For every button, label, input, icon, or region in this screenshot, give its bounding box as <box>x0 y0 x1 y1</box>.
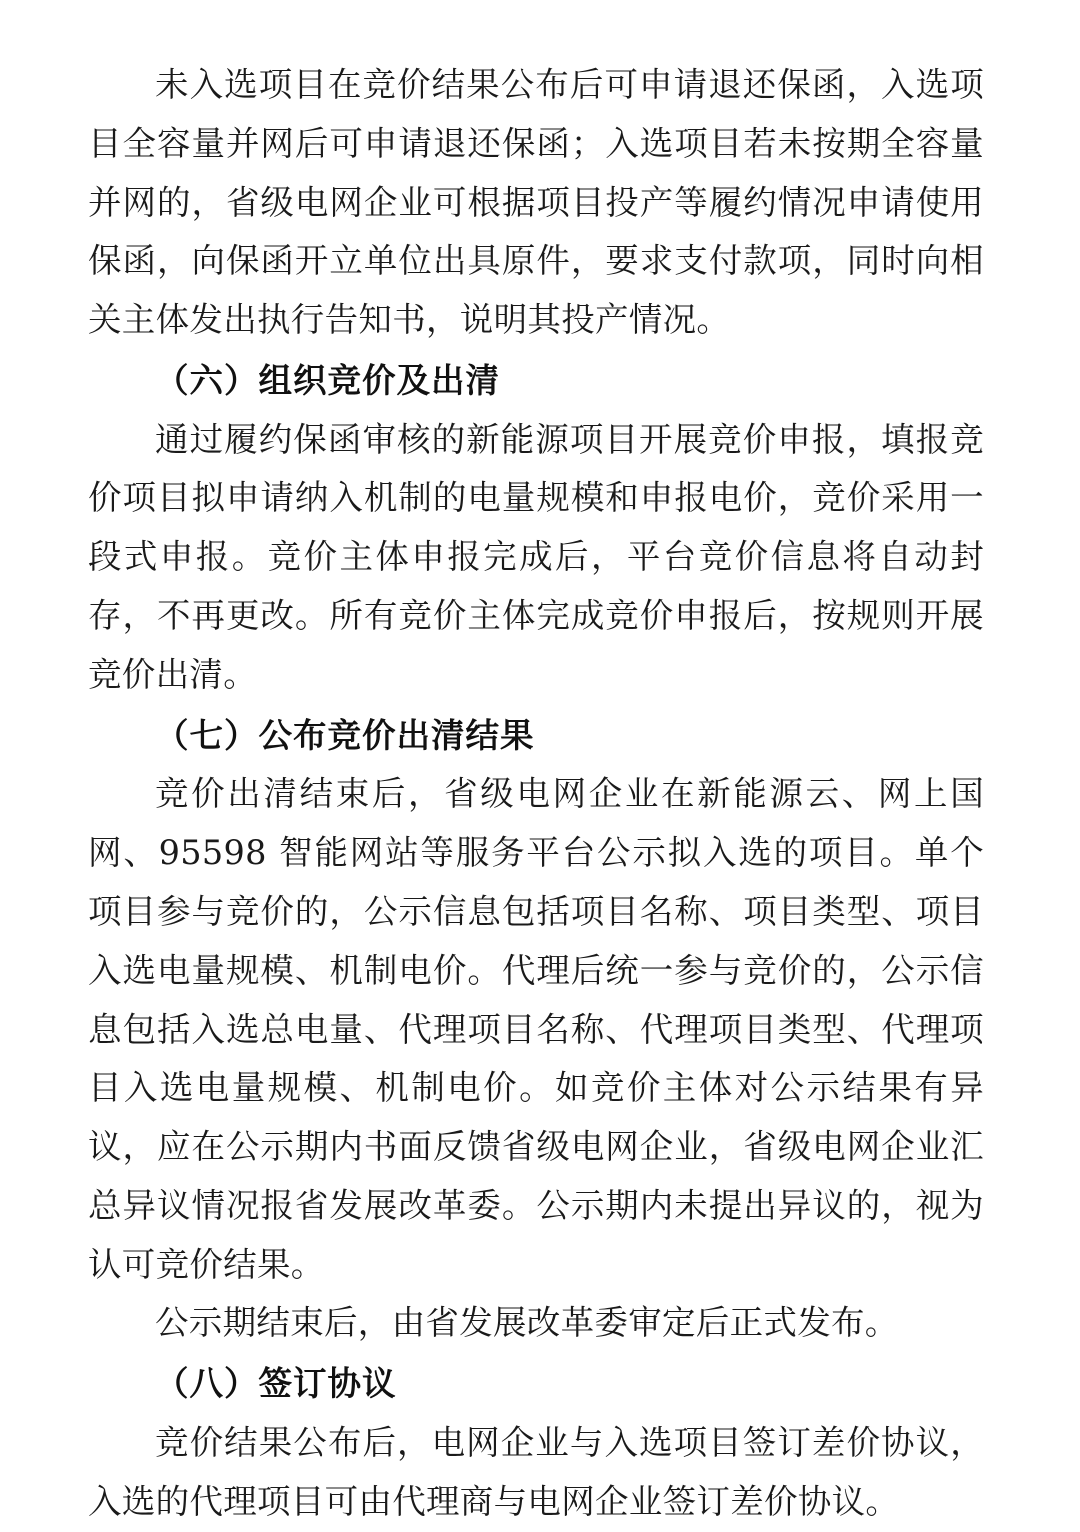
paragraph-guarantee: 未入选项目在竞价结果公布后可申请退还保函，入选项目全容量并网后可申请退还保函；入选项目若未按期全容量并网的，省级电网企业可根据项目投产等履约情况申请使用保函，向保函开立单位出具原件，要求支付款项，同时向相关主体发出执行告知书，说明其投产情况。 <box>88 65 984 340</box>
paragraph-agreement: 竞价结果公布后，电网企业与入选项目签订差价协议，入选的代理项目可由代理商与电网企业签订差价协议。 <box>88 1422 984 1521</box>
document-body <box>88 56 984 1532</box>
paragraph-bidding: 通过履约保函审核的新能源项目开展竞价申报，填报竞价项目拟申请纳入机制的电量规模和申报电价，竞价采用一段式申报。竞价主体申报完成后，平台竞价信息将自动封存，不再更改。所有竞价主体完成竞价申报后，按规则开展竞价出清。 <box>88 419 984 694</box>
section-heading-seven: （七）公布竞价出清结果 <box>155 715 535 755</box>
paragraph-publish: 竞价出清结束后，省级电网企业在新能源云、网上国网、95598 智能网站等服务平台公示拟入选的项目。单个项目参与竞价的，公示信息包括项目名称、项目类型、项目入选电量规模、机制电价。代理后统一参与竞价的，公示信息包括入选总电量、代理项目名称、代理项目类型、代理项目入选电量规模、机制电价。如竞价主体对公示结果有异议，应在公示期内书面反馈省级电网企业，省级电网企业汇总异议情况报省发展改革委。公示期内未提出异议的，视为认可竞价结果。 <box>88 774 984 1284</box>
section-heading-eight: （八）签订协议 <box>155 1364 397 1404</box>
section-heading-six: （六）组织竞价及出清 <box>155 360 500 400</box>
paragraph-publish-end: 公示期结束后，由省发展改革委审定后正式发布。 <box>155 1303 899 1343</box>
